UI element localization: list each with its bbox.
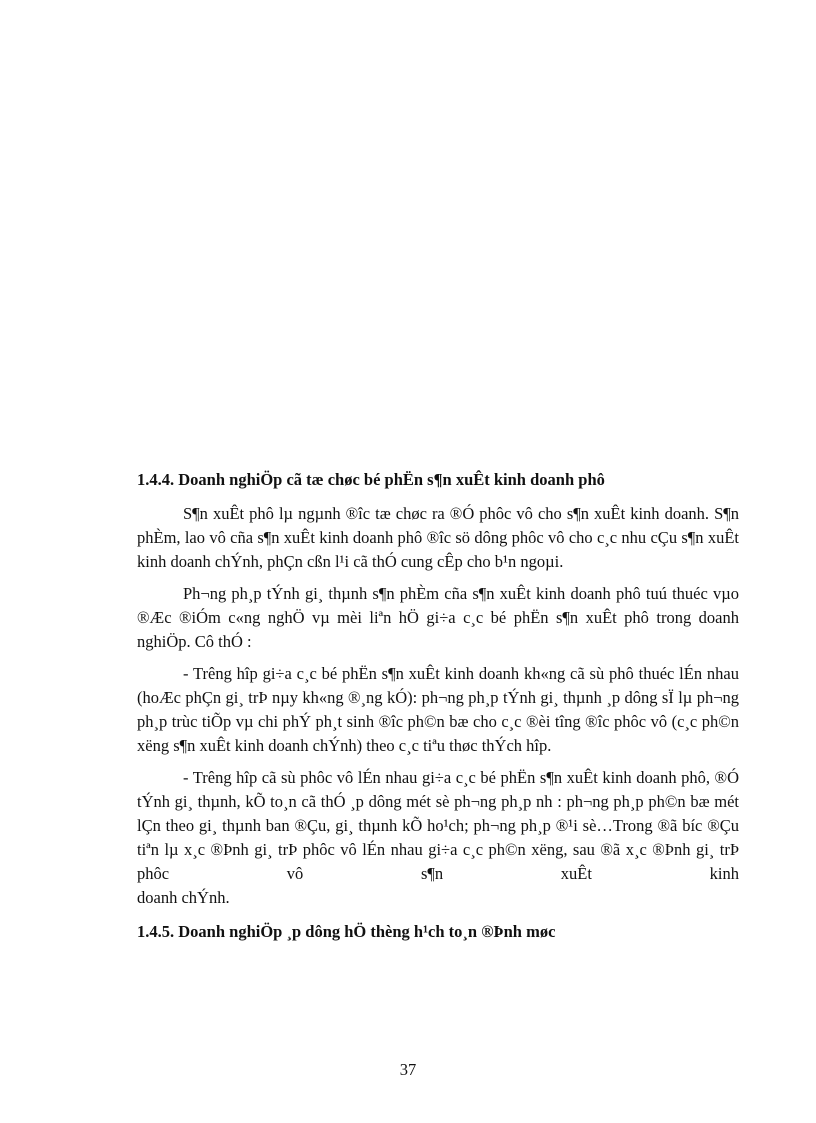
paragraph-3: - Trêng hîp gi÷a c¸c bé phËn s¶n xuÊt kinh doanh kh«ng cã sù phô thuéc lÉn nhau (hoÆc phÇn gi¸ trÞ nµy kh«ng ®¸ng kÓ): ph¬ng ph¸p tÝnh gi¸ thµnh ¸p dông sÏ lµ ph¬ng ph¸p trùc tiÕp vµ chi phÝ ph¸t sinh ®îc ph©n bæ cho c¸c ®èi tîng ®îc phôc vô (c¸c ph©n xëng s¶n xuÊt kinh doanh chÝnh) theo c¸c tiªu thøc thÝch hîp.	[137, 664, 739, 755]
section-heading-1-4-4: 1.4.4. Doanh nghiÖp cã tæ chøc bé phËn s¶n xuÊt kinh doanh phô	[137, 470, 605, 489]
page-body	[137, 468, 739, 954]
paragraph-1: S¶n xuÊt phô lµ ngµnh ®îc tæ chøc ra ®Ó phôc vô cho s¶n xuÊt kinh doanh. S¶n phÈm, lao vô cña s¶n xuÊt kinh doanh phô ®îc sö dông phôc vô cho c¸c nhu cÇu s¶n xuÊt kinh doanh chÝnh, phÇn cßn l¹i cã thÓ cung cÊp cho b¹n ngoµi.	[137, 504, 739, 571]
section-heading-1-4-5: 1.4.5. Doanh nghiÖp ¸p dông hÖ thèng h¹ch to¸n ®Þnh møc	[137, 922, 556, 941]
paragraph-4: - Trêng hîp cã sù phôc vô lÉn nhau gi÷a c¸c bé phËn s¶n xuÊt kinh doanh phô, ®Ó tÝnh gi¸ thµnh, kÕ to¸n cã thÓ ¸p dông mét sè ph¬ng ph¸p nh : ph¬ng ph¸p ph©n bæ mét lÇn theo gi¸ thµnh ban ®Çu, gi¸ thµnh kÕ ho¹ch; ph¬ng ph¸p ®¹i sè…Trong ®ã bíc ®Çu tiªn lµ x¸c ®Þnh gi¸ trÞ phôc vô lÉn nhau gi÷a c¸c ph©n xëng, sau ®ã x¸c ®Þnh gi¸ trÞ phôc vô s¶n xuÊt kinh	[137, 768, 739, 883]
paragraph-2: Ph¬ng ph¸p tÝnh gi¸ thµnh s¶n phÈm cña s¶n xuÊt kinh doanh phô tuú thuéc vµo ®Æc ®iÓm c«ng nghÖ vµ mèi liªn hÖ gi÷a c¸c bé phËn s¶n xuÊt phô trong doanh nghiÖp. Cô thÓ :	[137, 584, 739, 651]
page-number: 37	[399, 1060, 417, 1079]
paragraph-4-tail: doanh chÝnh.	[137, 888, 230, 907]
